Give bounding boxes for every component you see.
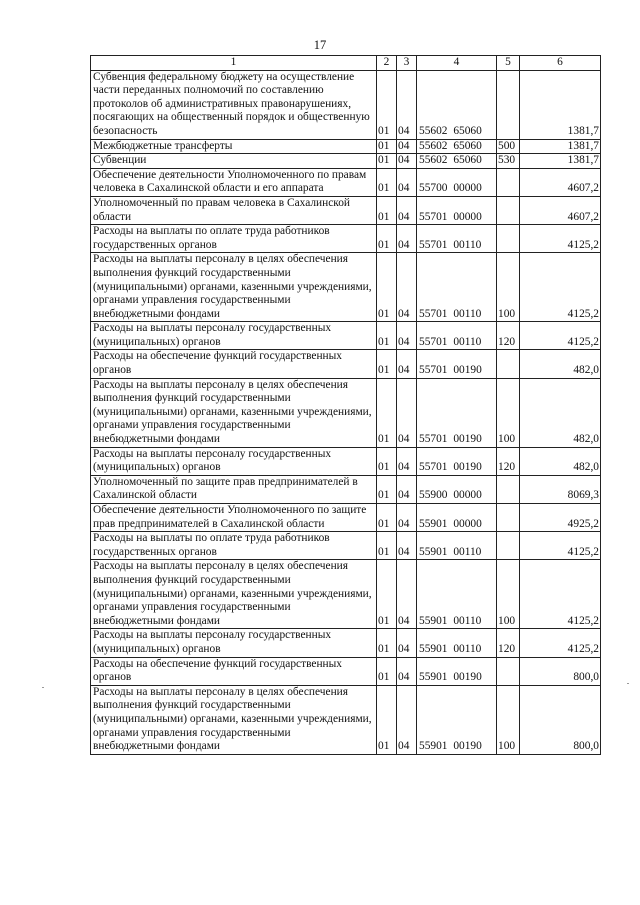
- row-c3-cell: 04: [397, 253, 417, 322]
- row-c6-cell: 4125,2: [520, 560, 601, 629]
- row-c4-cell: 55901 00000: [417, 504, 497, 532]
- row-c5-cell: 100: [497, 560, 520, 629]
- column-header-5: 5: [497, 56, 520, 71]
- row-c2-cell: 01: [377, 560, 397, 629]
- row-c2-cell: 01: [377, 70, 397, 139]
- row-c5-cell: [497, 532, 520, 560]
- table-row: [91, 322, 601, 350]
- row-c3-cell: 04: [397, 322, 417, 350]
- row-c5-cell: 100: [497, 253, 520, 322]
- row-c5-cell: 120: [497, 629, 520, 657]
- row-description-cell: Уполномоченный по защите прав предпринимателей в Сахалинской области: [91, 475, 377, 503]
- row-c4-cell: 55602 65060: [417, 139, 497, 154]
- row-description-cell: Уполномоченный по правам человека в Сахалинской области: [91, 196, 377, 224]
- table-row: [91, 168, 601, 196]
- row-c3-cell: 04: [397, 139, 417, 154]
- row-c5-cell: [497, 504, 520, 532]
- row-c5-cell: [497, 225, 520, 253]
- row-c3-cell: 04: [397, 154, 417, 169]
- row-c3-cell: 04: [397, 447, 417, 475]
- table-row: [91, 475, 601, 503]
- row-c3-cell: 04: [397, 685, 417, 754]
- row-c6-cell: 4925,2: [520, 504, 601, 532]
- table-row: [91, 378, 601, 447]
- column-header-3: 3: [397, 56, 417, 71]
- row-c6-cell: 4125,2: [520, 225, 601, 253]
- row-c3-cell: 04: [397, 350, 417, 378]
- row-c6-cell: 482,0: [520, 378, 601, 447]
- row-c5-cell: [497, 475, 520, 503]
- table-row: [91, 560, 601, 629]
- row-c6-cell: 4125,2: [520, 253, 601, 322]
- column-header-4: 4: [417, 56, 497, 71]
- table-row: [91, 657, 601, 685]
- scan-speck: [627, 683, 629, 684]
- row-c3-cell: 04: [397, 532, 417, 560]
- row-c2-cell: 01: [377, 168, 397, 196]
- row-c6-cell: 800,0: [520, 685, 601, 754]
- row-c2-cell: 01: [377, 225, 397, 253]
- row-c6-cell: 482,0: [520, 447, 601, 475]
- scan-speck: [42, 687, 44, 688]
- row-c3-cell: 04: [397, 225, 417, 253]
- row-description-cell: Расходы на выплаты персоналу в целях обеспечения выполнения функций государственными (муниципальными) органами, казенными учреждениями, органами управления государственными внебюджетными фондами: [91, 378, 377, 447]
- row-c4-cell: 55700 00000: [417, 168, 497, 196]
- table-row: [91, 532, 601, 560]
- table-row: [91, 154, 601, 169]
- table-row: [91, 629, 601, 657]
- row-c3-cell: 04: [397, 196, 417, 224]
- row-c6-cell: 4607,2: [520, 196, 601, 224]
- column-header-2: 2: [377, 56, 397, 71]
- row-c5-cell: 120: [497, 447, 520, 475]
- row-c4-cell: 55901 00110: [417, 629, 497, 657]
- row-c5-cell: 530: [497, 154, 520, 169]
- row-c3-cell: 04: [397, 475, 417, 503]
- row-c4-cell: 55901 00110: [417, 560, 497, 629]
- row-c2-cell: 01: [377, 685, 397, 754]
- row-c6-cell: 4125,2: [520, 532, 601, 560]
- table-row: [91, 504, 601, 532]
- row-description-cell: Расходы на выплаты персоналу государственных (муниципальных) органов: [91, 322, 377, 350]
- row-c2-cell: 01: [377, 629, 397, 657]
- row-c6-cell: 482,0: [520, 350, 601, 378]
- row-c5-cell: 100: [497, 685, 520, 754]
- row-c4-cell: 55701 00000: [417, 196, 497, 224]
- row-c4-cell: 55701 00110: [417, 253, 497, 322]
- row-c3-cell: 04: [397, 70, 417, 139]
- row-description-cell: Расходы на обеспечение функций государственных органов: [91, 657, 377, 685]
- table-body: [91, 70, 601, 754]
- row-description-cell: Субвенции: [91, 154, 377, 169]
- row-c6-cell: 4125,2: [520, 322, 601, 350]
- row-c2-cell: 01: [377, 475, 397, 503]
- row-c4-cell: 55901 00190: [417, 657, 497, 685]
- row-c3-cell: 04: [397, 504, 417, 532]
- page-number: 17: [313, 38, 327, 52]
- row-c5-cell: [497, 657, 520, 685]
- table-row: [91, 685, 601, 754]
- row-c4-cell: 55701 00110: [417, 225, 497, 253]
- row-description-cell: Расходы на выплаты по оплате труда работников государственных органов: [91, 225, 377, 253]
- row-c5-cell: [497, 70, 520, 139]
- row-c4-cell: 55901 00110: [417, 532, 497, 560]
- row-c2-cell: 01: [377, 504, 397, 532]
- row-description-cell: Расходы на выплаты персоналу государственных (муниципальных) органов: [91, 447, 377, 475]
- row-description-cell: Расходы на обеспечение функций государственных органов: [91, 350, 377, 378]
- column-header-6: 6: [520, 56, 601, 71]
- row-description-cell: Расходы на выплаты персоналу в целях обеспечения выполнения функций государственными (муниципальными) органами, казенными учреждениями, органами управления государственными внебюджетными фондами: [91, 253, 377, 322]
- row-description-cell: Расходы на выплаты по оплате труда работников государственных органов: [91, 532, 377, 560]
- row-c2-cell: 01: [377, 532, 397, 560]
- row-c5-cell: [497, 350, 520, 378]
- row-c4-cell: 55602 65060: [417, 70, 497, 139]
- row-c4-cell: 55701 00190: [417, 447, 497, 475]
- table-row: [91, 447, 601, 475]
- row-c4-cell: 55901 00190: [417, 685, 497, 754]
- row-description-cell: Межбюджетные трансферты: [91, 139, 377, 154]
- row-c4-cell: 55602 65060: [417, 154, 497, 169]
- row-c3-cell: 04: [397, 629, 417, 657]
- row-c2-cell: 01: [377, 139, 397, 154]
- row-description-cell: Субвенция федеральному бюджету на осуществление части переданных полномочий по составлению протоколов об административных правонарушениях, посягающих на общественный порядок и общественную безопасность: [91, 70, 377, 139]
- table-header-row: [91, 56, 601, 71]
- row-c3-cell: 04: [397, 560, 417, 629]
- row-c3-cell: 04: [397, 168, 417, 196]
- row-c6-cell: 1381,7: [520, 139, 601, 154]
- row-description-cell: Расходы на выплаты персоналу в целях обеспечения выполнения функций государственными (муниципальными) органами, казенными учреждениями, органами управления государственными внебюджетными фондами: [91, 685, 377, 754]
- table-row: [91, 196, 601, 224]
- row-c6-cell: 1381,7: [520, 70, 601, 139]
- row-c4-cell: 55701 00190: [417, 378, 497, 447]
- row-c6-cell: 800,0: [520, 657, 601, 685]
- row-c6-cell: 4125,2: [520, 629, 601, 657]
- table-row: [91, 350, 601, 378]
- row-c2-cell: 01: [377, 447, 397, 475]
- row-c5-cell: 100: [497, 378, 520, 447]
- row-c5-cell: [497, 168, 520, 196]
- row-c2-cell: 01: [377, 322, 397, 350]
- row-c5-cell: [497, 196, 520, 224]
- table-row: [91, 139, 601, 154]
- row-c6-cell: 8069,3: [520, 475, 601, 503]
- row-c6-cell: 4607,2: [520, 168, 601, 196]
- row-c4-cell: 55701 00190: [417, 350, 497, 378]
- row-c2-cell: 01: [377, 657, 397, 685]
- row-c3-cell: 04: [397, 657, 417, 685]
- row-c6-cell: 1381,7: [520, 154, 601, 169]
- row-description-cell: Расходы на выплаты персоналу в целях обеспечения выполнения функций государственными (муниципальными) органами, казенными учреждениями, органами управления государственными внебюджетными фондами: [91, 560, 377, 629]
- row-description-cell: Обеспечение деятельности Уполномоченного по защите прав предпринимателей в Сахалинской области: [91, 504, 377, 532]
- row-c2-cell: 01: [377, 196, 397, 224]
- table-row: [91, 253, 601, 322]
- table-row: [91, 70, 601, 139]
- row-c5-cell: 500: [497, 139, 520, 154]
- row-description-cell: Расходы на выплаты персоналу государственных (муниципальных) органов: [91, 629, 377, 657]
- table-row: [91, 225, 601, 253]
- row-c2-cell: 01: [377, 378, 397, 447]
- row-c4-cell: 55900 00000: [417, 475, 497, 503]
- row-c4-cell: 55701 00110: [417, 322, 497, 350]
- column-header-1: 1: [91, 56, 377, 71]
- row-c5-cell: 120: [497, 322, 520, 350]
- row-description-cell: Обеспечение деятельности Уполномоченного по правам человека в Сахалинской области и его аппарата: [91, 168, 377, 196]
- row-c2-cell: 01: [377, 253, 397, 322]
- row-c3-cell: 04: [397, 378, 417, 447]
- row-c2-cell: 01: [377, 350, 397, 378]
- row-c2-cell: 01: [377, 154, 397, 169]
- budget-table: [90, 55, 601, 755]
